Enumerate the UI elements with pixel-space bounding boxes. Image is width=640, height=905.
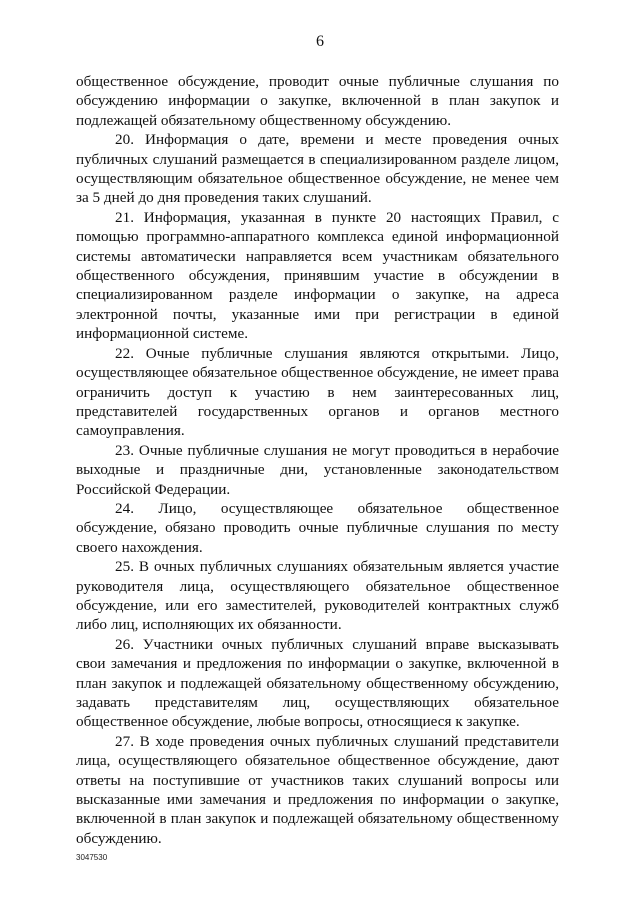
paragraph-26: 26. Участники очных публичных слушаний вправе высказывать свои замечания и предложения по информации о закупке, включенной в план закупок и подлежащей обязательному общественному обсуждению, задавать представителям лиц, осуществляющих обязательное общественное обсуждение, любые вопросы, относящиеся к закупке.	[76, 635, 559, 731]
paragraph-24: 24. Лицо, осуществляющее обязательное общественное обсуждение, обязано проводить очные публичные слушания по месту своего нахождения.	[76, 499, 559, 556]
paragraph-27: 27. В ходе проведения очных публичных слушаний представители лица, осуществляющего обязательное общественное обсуждение, дают ответы на поступившие от участников таких слушаний вопросы или высказанные ими замечания и предложения по информации о закупке, включенной в план закупок и подлежащей обязательному общественному обсуждению.	[76, 732, 559, 847]
paragraph-21: 21. Информация, указанная в пункте 20 настоящих Правил, с помощью программно-аппаратного комплекса единой информационной системы автоматически направляется всем участникам обязательного общественного обсуждения, принявшим участие в обсуждении в специализированном разделе информации о закупке, на адреса электронной почты, указанные ими при регистрации в единой информационной системе.	[76, 208, 559, 343]
paragraph-22: 22. Очные публичные слушания являются открытыми. Лицо, осуществляющее обязательное общественное обсуждение, не имеет права ограничить доступ к участию в нем заинтересованных лиц, представителей государственных органов и органов местного самоуправления.	[76, 344, 559, 440]
paragraph-continuation: общественное обсуждение, проводит очные публичные слушания по обсуждению информации о закупке, включенной в план закупок и подлежащей обязательному общественному обсуждению.	[76, 73, 559, 129]
paragraph-25: 25. В очных публичных слушаниях обязательным является участие руководителя лица, осуществляющего обязательное общественное обсуждение, или его заместителей, руководителей контрактных служб либо лиц, исполняющих их обязанности.	[76, 558, 559, 634]
document-body	[76, 72, 559, 848]
document-code: 3047530	[76, 853, 108, 862]
paragraph-20: 20. Информация о дате, времени и месте проведения очных публичных слушаний размещается в специализированном разделе лицом, осуществляющим обязательное общественное обсуждение, не менее чем за 5 дней до дня проведения таких слушаний.	[76, 131, 559, 207]
page-number: 6	[316, 33, 324, 50]
paragraph-23: 23. Очные публичные слушания не могут проводиться в нерабочие выходные и праздничные дни, установленные законодательством Российской Федерации.	[76, 441, 559, 498]
